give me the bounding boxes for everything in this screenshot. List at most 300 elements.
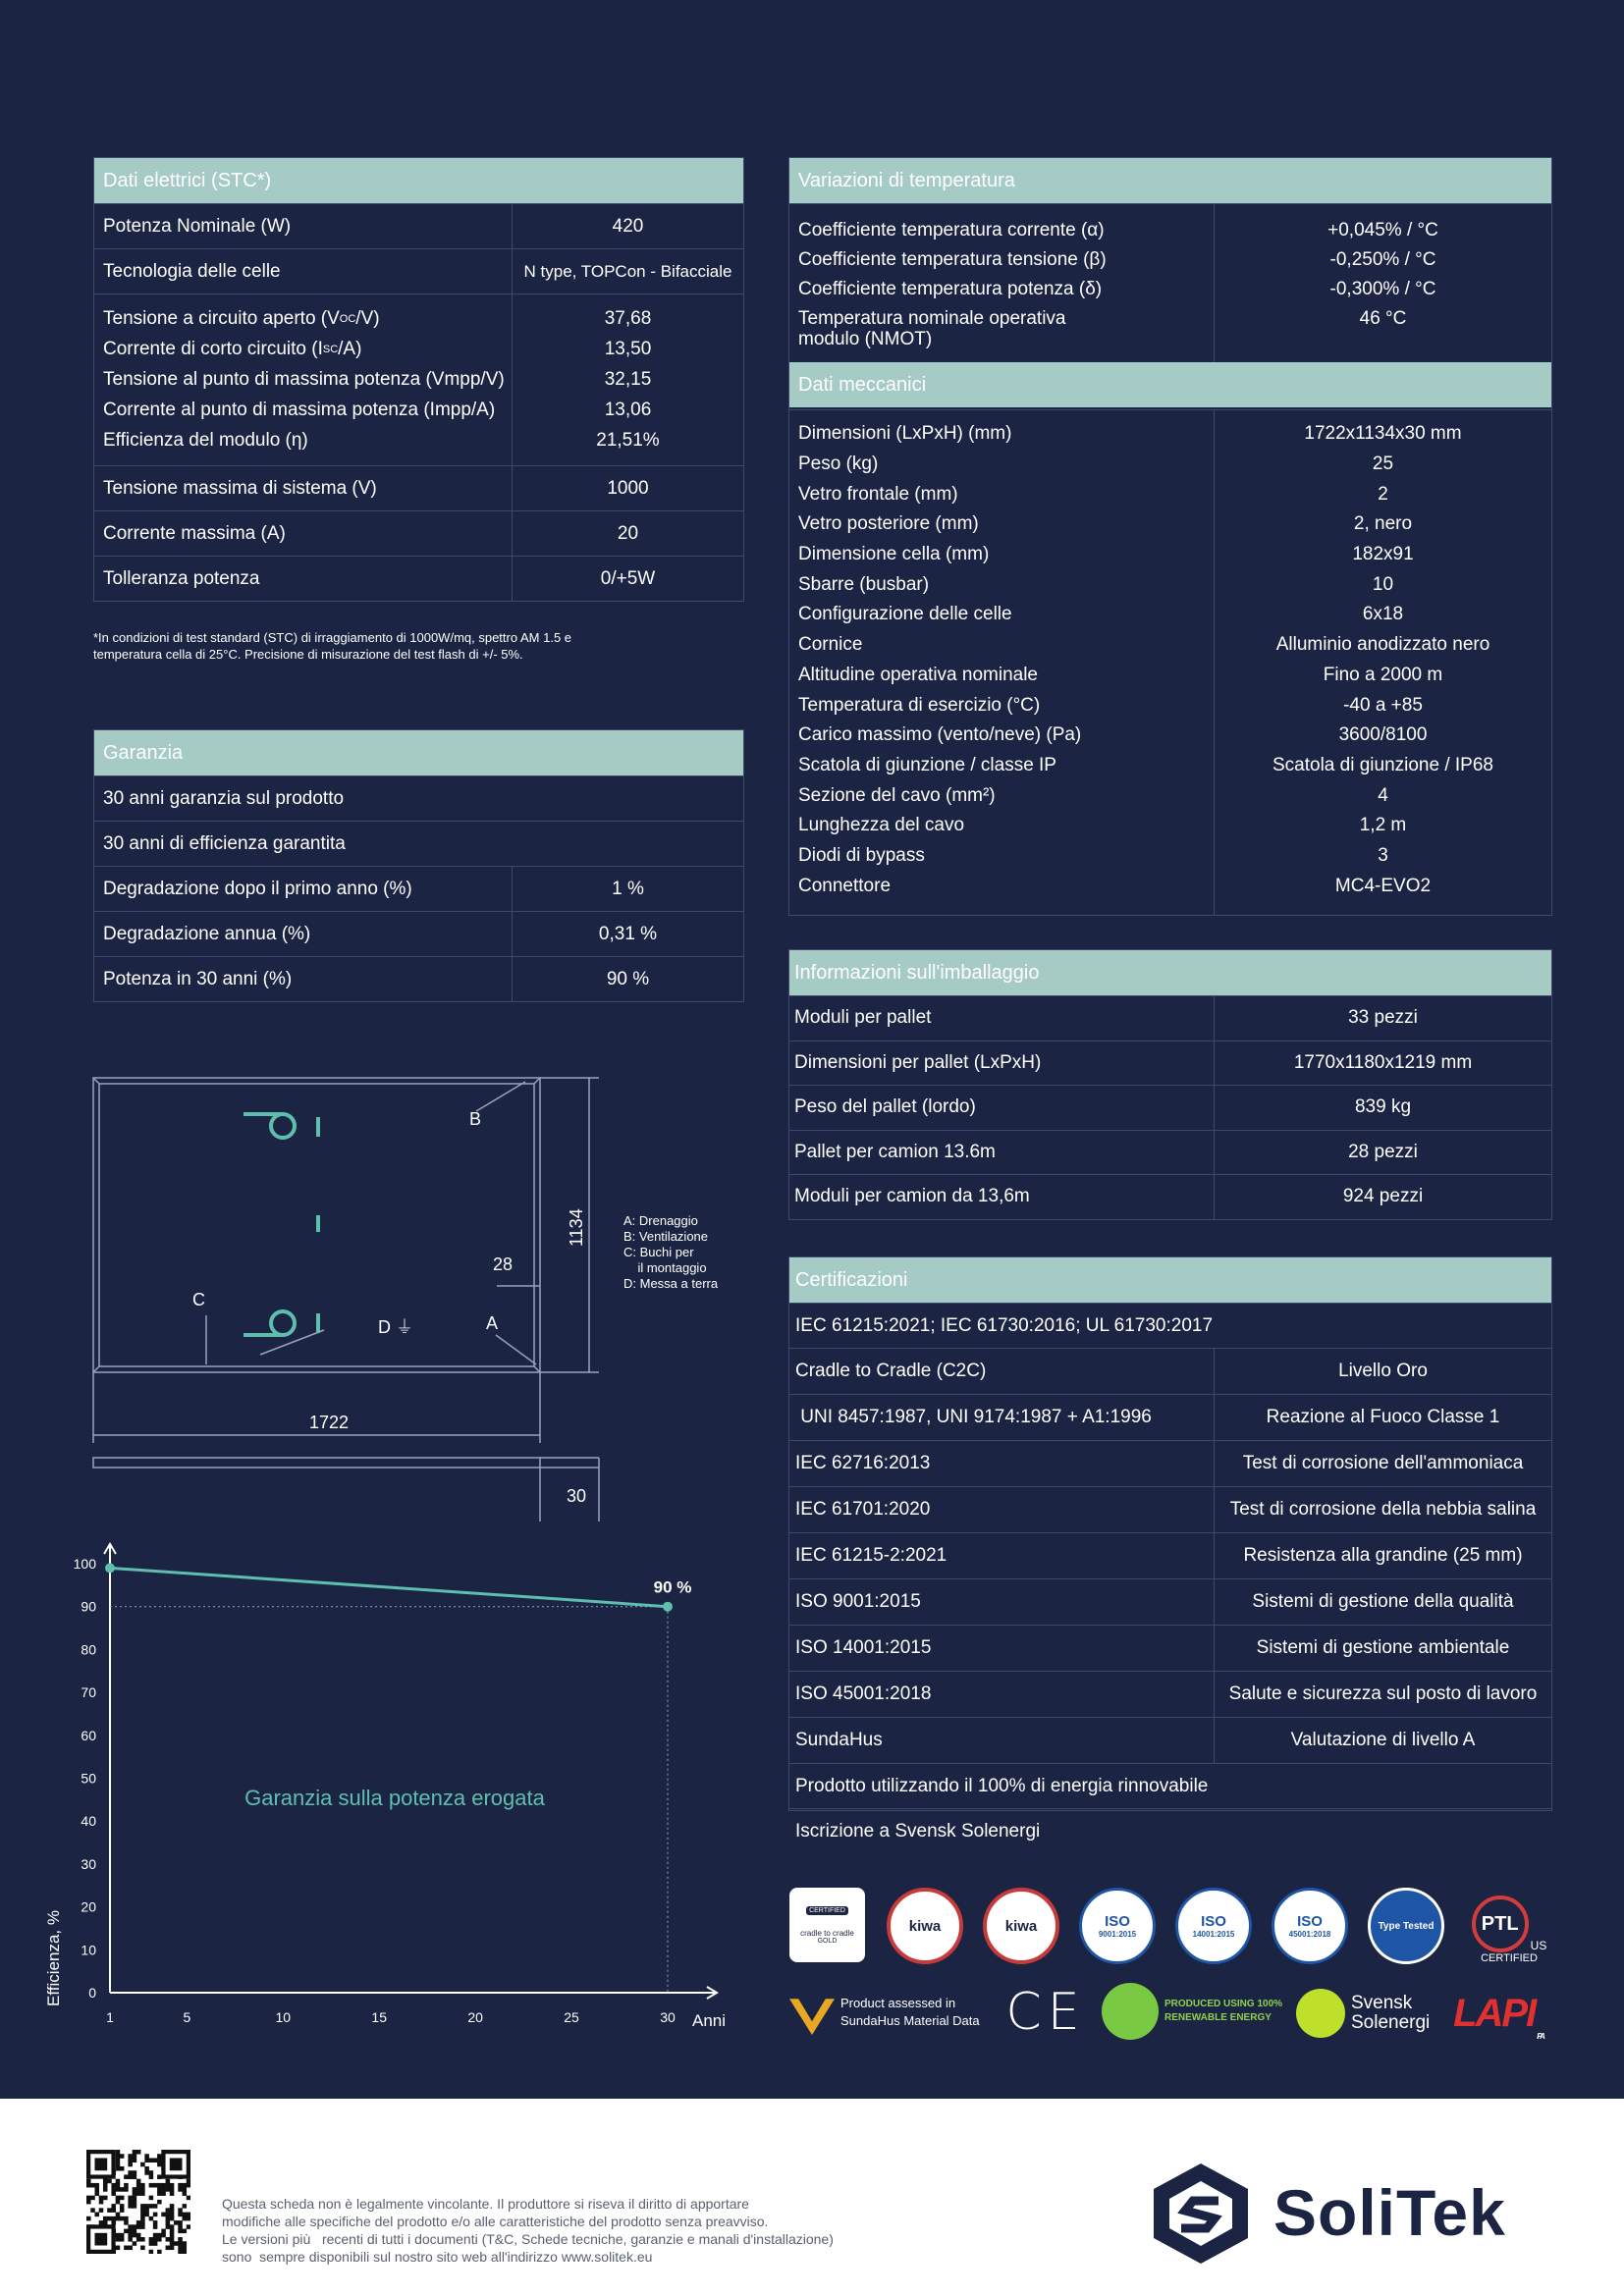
qr-module	[90, 2183, 95, 2188]
table-row	[94, 203, 743, 248]
qr-module	[133, 2196, 137, 2201]
qr-module	[166, 2216, 171, 2221]
qr-module	[183, 2191, 188, 2196]
iso-45001-logo: ISO 45001:2018	[1272, 1888, 1348, 1964]
qr-module	[128, 2246, 133, 2251]
qr-module	[128, 2204, 133, 2209]
y-axis-label: Efficienza, %	[44, 1910, 63, 2006]
row-label: Tecnologia delle celle	[103, 260, 281, 282]
qr-module	[170, 2183, 175, 2188]
packaging-header: Informazioni sull'imballaggio	[789, 950, 1551, 995]
temperature-rows	[789, 203, 1551, 363]
qr-module	[116, 2166, 121, 2171]
qr-module	[178, 2183, 183, 2188]
qr-module	[140, 2191, 145, 2196]
table-row: Prodotto utilizzando il 100% di energia rinnovabile	[789, 1763, 1551, 1808]
row-value: 420	[512, 204, 743, 248]
qr-module	[183, 2250, 188, 2254]
qr-module	[183, 2183, 188, 2188]
qr-module	[116, 2179, 121, 2184]
iso-9001-logo: ISO 9001:2015	[1079, 1888, 1156, 1964]
qr-module	[128, 2170, 133, 2175]
qr-module	[133, 2174, 137, 2179]
qr-module	[120, 2187, 125, 2192]
qr-module	[111, 2220, 116, 2225]
qr-module	[187, 2216, 190, 2221]
module-drawing	[79, 1070, 746, 1531]
solitek-logo	[1146, 2160, 1506, 2266]
table-row	[789, 1717, 1551, 1763]
electrical-table	[93, 157, 744, 602]
qr-module	[153, 2158, 158, 2163]
qr-module	[133, 2187, 137, 2192]
end-value-label: 90 %	[653, 1577, 692, 1597]
qr-module	[149, 2216, 154, 2221]
row-label: Configurazione delle celle	[798, 604, 1012, 625]
qr-module	[153, 2237, 158, 2242]
y-tick-label: 90	[81, 1598, 96, 1615]
qr-module	[116, 2196, 121, 2201]
row-value: 1770x1180x1219 mm	[1214, 1041, 1551, 1086]
kiwa-logo-1: kiwa	[887, 1888, 963, 1964]
row-value: 90 %	[512, 957, 743, 1001]
qr-module	[170, 2191, 175, 2196]
qr-module	[178, 2246, 183, 2251]
row-value: -0,250% / °C	[1329, 249, 1436, 270]
sundahus-icon	[789, 1990, 835, 2035]
qr-module	[140, 2208, 145, 2213]
row-label: Corrente al punto di massima potenza (Impp/A)	[103, 400, 496, 420]
qr-module	[136, 2187, 141, 2192]
qr-module	[116, 2158, 121, 2163]
table-row	[789, 1041, 1551, 1086]
qr-module	[170, 2246, 175, 2251]
qr-module	[133, 2191, 137, 2196]
qr-module	[116, 2163, 121, 2167]
solitek-hex-icon	[1146, 2160, 1256, 2266]
row-label: Potenza in 30 anni (%)	[103, 968, 293, 989]
qr-module	[99, 2196, 104, 2201]
qr-module	[170, 2213, 175, 2217]
qr-module	[153, 2183, 158, 2188]
qr-module	[120, 2233, 125, 2238]
qr-module	[136, 2233, 141, 2238]
qr-module	[183, 2246, 188, 2251]
row-label: Tensione massima di sistema (V)	[103, 477, 377, 499]
y-tick-label: 70	[81, 1684, 96, 1701]
row-label: IEC 61701:2020	[795, 1499, 931, 1520]
qr-module	[90, 2196, 95, 2201]
row-label: ISO 45001:2018	[795, 1683, 932, 1704]
ptl-certified-logo: PTL US CERTIFIED	[1470, 1890, 1548, 1970]
qr-module	[170, 2237, 175, 2242]
qr-module	[133, 2200, 137, 2205]
row-label: Cradle to Cradle (C2C)	[795, 1361, 987, 1381]
qr-module	[116, 2213, 121, 2217]
qr-module	[124, 2174, 129, 2179]
qr-module	[166, 2183, 171, 2188]
qr-module	[94, 2191, 99, 2196]
qr-module	[183, 2216, 188, 2221]
qr-module	[157, 2191, 162, 2196]
qr-module	[144, 2154, 149, 2159]
qr-module	[157, 2154, 162, 2159]
table-row: 30 anni di efficienza garantita	[94, 821, 743, 866]
qr-module	[153, 2241, 158, 2246]
lapi-logo: LAPI IPA	[1453, 1991, 1543, 2041]
sundahus-logo: Product assessed in SundaHus Material Data	[789, 1983, 996, 2042]
qr-module	[149, 2170, 154, 2175]
qr-module	[178, 2229, 183, 2234]
qr-module	[140, 2183, 145, 2188]
qr-module	[136, 2224, 141, 2229]
svg-text:C: Buchi per: C: Buchi per	[623, 1245, 694, 1259]
qr-module	[140, 2220, 145, 2225]
row-label: IEC 61215-2:2021	[795, 1545, 947, 1566]
certifications-table	[788, 1256, 1552, 1842]
qr-module	[136, 2179, 141, 2184]
qr-module	[103, 2187, 108, 2192]
qr-module	[128, 2163, 133, 2167]
qr-module	[103, 2196, 108, 2201]
qr-module	[120, 2154, 125, 2159]
svg-text:B: Ventilazione: B: Ventilazione	[623, 1229, 709, 1244]
row-value: 2	[1378, 483, 1388, 505]
qr-module	[90, 2208, 95, 2213]
data-point	[663, 1602, 673, 1612]
qr-module	[133, 2204, 137, 2209]
qr-module	[157, 2233, 162, 2238]
qr-module	[166, 2208, 171, 2213]
qr-module	[136, 2237, 141, 2242]
qr-module	[86, 2200, 91, 2205]
qr-module	[178, 2220, 183, 2225]
warranty-header: Garanzia	[94, 730, 743, 775]
qr-module	[170, 2216, 175, 2221]
label-d: D ⏚	[378, 1317, 413, 1337]
row-value: 25	[1372, 454, 1394, 475]
row-label: UNI 8457:1987, UNI 9174:1987 + A1:1996	[795, 1407, 1152, 1427]
qr-module	[111, 2187, 116, 2192]
qr-module	[128, 2229, 133, 2234]
x-axis-label: Anni	[691, 2011, 727, 2030]
qr-module	[124, 2246, 129, 2251]
row-value: -40 a +85	[1343, 694, 1423, 716]
qr-module	[107, 2179, 112, 2184]
tuv-type-tested-logo: Type Tested	[1368, 1888, 1444, 1964]
x-tick-label: 10	[275, 2009, 292, 2025]
dim-frame: 28	[493, 1255, 514, 1274]
y-tick-label: 30	[81, 1855, 96, 1872]
qr-module	[161, 2213, 166, 2217]
row-label: ISO 9001:2015	[795, 1591, 921, 1612]
qr-module	[94, 2183, 99, 2188]
kiwa-logo-2: kiwa	[983, 1888, 1059, 1964]
qr-module	[94, 2233, 107, 2246]
dim-width: 1722	[309, 1413, 350, 1432]
y-tick-label: 80	[81, 1641, 96, 1658]
qr-module	[120, 2166, 125, 2171]
y-tick-label: 50	[81, 1770, 96, 1787]
row-label: Sbarre (busbar)	[798, 573, 930, 595]
qr-module	[99, 2208, 104, 2213]
row-value: 32,15	[604, 369, 652, 390]
y-tick-label: 20	[81, 1898, 96, 1915]
qr-module	[120, 2237, 125, 2242]
qr-module	[111, 2183, 116, 2188]
table-row	[94, 465, 743, 510]
qr-module	[166, 2179, 171, 2184]
row-value: 839 kg	[1214, 1086, 1551, 1130]
qr-module	[187, 2179, 190, 2184]
qr-module	[183, 2229, 188, 2234]
row-label: Corrente di corto circuito (I SC /A)	[103, 339, 362, 359]
row-label: Degradazione dopo il primo anno (%)	[103, 878, 412, 899]
row-value: 13,50	[604, 339, 652, 359]
row-value: Reazione al Fuoco Classe 1	[1214, 1395, 1551, 1440]
table-row	[94, 248, 743, 294]
row-value: 28 pezzi	[1214, 1131, 1551, 1175]
qr-module	[178, 2187, 183, 2192]
electrical-header: Dati elettrici (STC*)	[94, 158, 743, 203]
qr-module	[174, 2241, 179, 2246]
row-value: +0,045% / °C	[1327, 220, 1438, 240]
qr-module	[183, 2213, 188, 2217]
qr-module	[157, 2237, 162, 2242]
disclaimer: Questa scheda non è legalmente vincolante. Il produttore si riseva il diritto di apportare modifiche alle specifiche del prodotto e/o alle caratteristiche del prodotto senza preavviso. Le versioni più recenti di tutti i documenti (T&C, Schede tecniche, garanzie e manali d'installazione) sono sempre disponibili sul nostro sito web all'indirizzo www.solitek.eu	[222, 2196, 834, 2265]
row-value: 1000	[512, 466, 743, 510]
qr-module	[187, 2224, 190, 2229]
qr-module	[116, 2237, 121, 2242]
row-label: IEC 62716:2013	[795, 1453, 931, 1473]
row-label: Coefficiente temperatura corrente (α)	[798, 220, 1105, 240]
row-label: Temperatura di esercizio (°C)	[798, 694, 1041, 716]
row-value: 1722x1134x30 mm	[1304, 423, 1462, 445]
row-value: Resistenza alla grandine (25 mm)	[1214, 1533, 1551, 1578]
qr-module	[128, 2196, 133, 2201]
row-label: Coefficiente temperatura potenza (δ)	[798, 279, 1103, 299]
row-label: Dimensione cella (mm)	[798, 544, 990, 565]
qr-module	[128, 2158, 133, 2163]
row-value: Salute e sicurezza sul posto di lavoro	[1214, 1672, 1551, 1717]
qr-module	[116, 2183, 121, 2188]
qr-module	[183, 2187, 188, 2192]
row-label: Dimensioni per pallet (LxPxH)	[794, 1051, 1042, 1073]
row-label: Degradazione annua (%)	[103, 923, 311, 944]
row-label: Coefficiente temperatura tensione (β)	[798, 249, 1107, 270]
qr-module	[187, 2183, 190, 2188]
svg-text:il montaggio: il montaggio	[623, 1260, 707, 1275]
qr-module	[140, 2204, 145, 2209]
qr-module	[178, 2250, 183, 2254]
qr-module	[133, 2229, 137, 2234]
row-value: 33 pezzi	[1214, 996, 1551, 1041]
qr-module	[144, 2213, 149, 2217]
row-label: Pallet per camion 13.6m	[794, 1141, 996, 1162]
qr-module	[183, 2241, 188, 2246]
renewable-energy-logo: PRODUCED USING 100% RENEWABLE ENERGY	[1102, 1978, 1288, 2045]
power-warranty-chart	[39, 1541, 746, 2052]
qr-module	[111, 2191, 116, 2196]
ce-mark: CE	[1005, 1983, 1086, 2042]
row-label: Altitudine operativa nominale	[798, 664, 1038, 685]
temperature-header: Variazioni di temperatura	[789, 158, 1551, 203]
iso-14001-logo: ISO 14001:2015	[1175, 1888, 1252, 1964]
table-row	[94, 956, 743, 1001]
qr-module	[157, 2187, 162, 2192]
qr-module	[103, 2179, 108, 2184]
qr-module	[166, 2187, 171, 2192]
svg-text:D: Messa a terra: D: Messa a terra	[623, 1276, 719, 1291]
qr-module	[133, 2224, 137, 2229]
qr-module	[144, 2170, 149, 2175]
row-label: Potenza Nominale (W)	[103, 215, 292, 237]
table-row	[789, 1671, 1551, 1717]
row-value: -0,300% / °C	[1329, 279, 1436, 299]
qr-module	[149, 2196, 154, 2201]
qr-module	[149, 2241, 154, 2246]
row-value: Test di corrosione dell'ammoniaca	[1214, 1441, 1551, 1486]
qr-module	[170, 2224, 175, 2229]
qr-module	[140, 2216, 145, 2221]
qr-module	[128, 2174, 133, 2179]
table-row	[789, 1085, 1551, 1130]
row-label: Diodi di bypass	[798, 844, 925, 866]
row-value: Scatola di giunzione / IP68	[1272, 754, 1493, 775]
qr-module	[140, 2237, 145, 2242]
qr-module	[153, 2213, 158, 2217]
qr-module	[120, 2204, 125, 2209]
qr-module	[124, 2229, 129, 2234]
qr-module	[149, 2204, 154, 2209]
table-row: Iscrizione a Svensk Solenergi	[789, 1808, 1551, 1853]
qr-module	[161, 2183, 166, 2188]
row-value: 6x18	[1362, 604, 1404, 625]
chart-title: Garanzia sulla potenza erogata	[244, 1786, 545, 1810]
qr-module	[161, 2233, 166, 2238]
row-value: Alluminio anodizzato nero	[1275, 634, 1490, 656]
table-row-group	[94, 294, 743, 465]
qr-module	[99, 2220, 104, 2225]
qr-module	[103, 2216, 108, 2221]
qr-module	[174, 2220, 179, 2225]
qr-module	[111, 2208, 116, 2213]
qr-module	[116, 2200, 121, 2205]
qr-module	[94, 2187, 99, 2192]
row-value: Fino a 2000 m	[1323, 664, 1443, 685]
qr-module	[86, 2196, 91, 2201]
row-label: SundaHus	[795, 1730, 883, 1750]
qr-module	[133, 2154, 137, 2159]
row-value: 182x91	[1352, 544, 1414, 565]
x-tick-label: 1	[106, 2009, 114, 2025]
row-value: Sistemi di gestione ambientale	[1214, 1626, 1551, 1671]
svensk-solenergi-logo: Svensk Solenergi	[1296, 1983, 1443, 2044]
qr-module	[103, 2220, 108, 2225]
row-value: 20	[512, 511, 743, 556]
row-value: 4	[1378, 784, 1388, 806]
qr-module	[133, 2150, 137, 2155]
qr-module	[120, 2196, 125, 2201]
qr-module	[107, 2208, 112, 2213]
qr-module	[128, 2237, 133, 2242]
row-value: MC4-EVO2	[1334, 875, 1432, 896]
row-value: Test di corrosione della nebbia salina	[1214, 1487, 1551, 1532]
qr-module	[166, 2246, 171, 2251]
qr-module	[170, 2158, 183, 2170]
qr-module	[86, 2179, 91, 2184]
qr-module	[144, 2158, 149, 2163]
qr-module	[116, 2246, 121, 2251]
table-row	[94, 911, 743, 956]
row-value: 1,2 m	[1359, 815, 1407, 836]
row-label: Temperatura nominale operativa modulo (NMOT)	[798, 308, 1066, 349]
qr-module	[133, 2158, 137, 2163]
row-label: Sezione del cavo (mm²)	[798, 784, 996, 806]
warranty-line	[110, 1568, 668, 1606]
qr-module	[116, 2187, 121, 2192]
qr-module	[128, 2154, 133, 2159]
qr-module	[140, 2246, 145, 2251]
y-tick-label: 100	[73, 1556, 96, 1572]
qr-module	[187, 2213, 190, 2217]
qr-module	[136, 2220, 141, 2225]
qr-module	[157, 2250, 162, 2254]
qr-module	[144, 2204, 149, 2209]
qr-module	[124, 2187, 129, 2192]
qr-module	[183, 2204, 188, 2209]
row-label: Moduli per pallet	[794, 1007, 932, 1029]
row-label: Efficienza del modulo (η)	[103, 430, 308, 451]
qr-module	[161, 2229, 166, 2234]
qr-module	[178, 2241, 183, 2246]
qr-module	[140, 2224, 145, 2229]
table-row	[789, 1532, 1551, 1578]
table-row	[789, 1486, 1551, 1532]
qr-module	[116, 2150, 121, 2155]
svg-text:A: Drenaggio: A: Drenaggio	[623, 1213, 698, 1228]
table-row	[94, 510, 743, 556]
qr-code[interactable]	[86, 2150, 190, 2254]
row-label: Tensione a circuito aperto (V OC /V)	[103, 308, 380, 329]
qr-module	[107, 2216, 112, 2221]
row-label: ISO 14001:2015	[795, 1637, 932, 1658]
certifications-header: Certificazioni	[789, 1257, 1551, 1303]
warranty-table	[93, 729, 744, 1002]
y-tick-label: 10	[81, 1942, 96, 1958]
row-value: 0/+5W	[512, 557, 743, 601]
qr-module	[144, 2166, 149, 2171]
y-tick-label: 60	[81, 1727, 96, 1743]
row-value: N type, TOPCon - Bifacciale	[512, 249, 743, 294]
qr-module	[161, 2187, 166, 2192]
qr-module	[178, 2208, 183, 2213]
row-value: 3	[1378, 844, 1388, 866]
leaf-icon	[1102, 1983, 1159, 2040]
row-label: Scatola di giunzione / classe IP	[798, 754, 1056, 775]
table-row	[789, 1625, 1551, 1671]
junction-box-marks	[244, 1114, 318, 1335]
qr-module	[140, 2213, 145, 2217]
table-row	[94, 556, 743, 601]
row-label: Moduli per camion da 13,6m	[794, 1186, 1030, 1207]
brand-name: SoliTek	[1273, 2176, 1506, 2249]
mechanical-rows	[789, 409, 1551, 915]
qr-module	[187, 2196, 190, 2201]
row-value: Valutazione di livello A	[1214, 1718, 1551, 1763]
row-label: Carico massimo (vento/neve) (Pa)	[798, 724, 1082, 746]
data-point	[105, 1563, 115, 1573]
